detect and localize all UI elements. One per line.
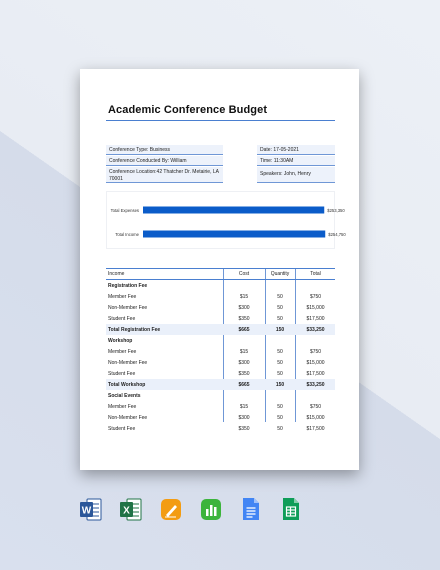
table-cell: 50 <box>277 316 283 322</box>
svg-text:X: X <box>123 505 130 517</box>
info-location: Conference Location:42 Thatcher Dr. Metairie, LA 70001 <box>106 167 223 183</box>
document-title: Academic Conference Budget <box>108 104 268 116</box>
table-row <box>106 346 335 357</box>
table-cell: $17,500 <box>306 426 325 432</box>
numbers-icon[interactable] <box>200 497 222 522</box>
table-row <box>106 423 335 434</box>
budget-table <box>106 268 335 434</box>
table-cell: $15,000 <box>306 415 325 421</box>
chart-value-label: $253,350 <box>327 207 345 213</box>
table-cell: $750 <box>309 294 322 300</box>
table-cell: Member Fee <box>108 349 137 355</box>
chart-canvas <box>107 192 346 250</box>
header-income: Income <box>108 271 125 277</box>
info-date: Date: 17-05-2021 <box>257 145 335 155</box>
section-heading-row <box>106 280 335 291</box>
table-cell: $15 <box>239 349 249 355</box>
table-cell: Member Fee <box>108 294 137 300</box>
chart-bar <box>143 207 324 214</box>
table-cell: $350 <box>238 371 250 377</box>
income-expense-chart <box>106 191 346 249</box>
table-cell: $350 <box>238 426 250 432</box>
table-cell: Member Fee <box>108 404 137 410</box>
table-row <box>106 302 335 313</box>
info-conference-type: Conference Type: Business <box>106 145 223 155</box>
table-row <box>106 357 335 368</box>
google-docs-icon[interactable] <box>240 497 262 522</box>
table-cell: Student Fee <box>108 316 136 322</box>
table-cell: Non-Member Fee <box>108 360 148 366</box>
table-cell: 50 <box>277 404 283 410</box>
header-quantity: Quantity <box>270 271 290 277</box>
section-heading-row <box>106 390 335 401</box>
total-cell: $33,250 <box>306 327 325 333</box>
info-speakers: Speakers: John, Henry <box>257 167 335 183</box>
google-sheets-icon[interactable] <box>280 497 302 522</box>
title-underline <box>106 120 335 121</box>
table-cell: $15,000 <box>306 305 325 311</box>
table-cell: 50 <box>277 426 283 432</box>
table-cell: $300 <box>238 360 250 366</box>
section-name: Workshop <box>108 338 133 344</box>
pages-icon[interactable] <box>160 497 182 522</box>
table-row <box>106 291 335 302</box>
file-format-icons <box>0 497 440 523</box>
table-cell: Non-Member Fee <box>108 305 148 311</box>
table-cell: Non-Member Fee <box>108 415 148 421</box>
table-row <box>106 368 335 379</box>
header-total: Total <box>310 271 321 277</box>
table-row <box>106 401 335 412</box>
chart-category-label: Total Expenses <box>110 207 139 213</box>
table-cell: 50 <box>277 349 283 355</box>
total-cell: Total Registration Fee <box>108 327 161 333</box>
excel-icon[interactable] <box>120 497 142 522</box>
section-name: Social Events <box>108 393 141 399</box>
table-cell: 50 <box>277 305 283 311</box>
table-cell: $300 <box>238 415 250 421</box>
section-name: Registration Fee <box>108 283 148 289</box>
table-cell: $300 <box>238 305 250 311</box>
table-cell: $750 <box>309 404 322 410</box>
document-page <box>80 69 359 470</box>
chart-value-label: $254,750 <box>328 231 346 237</box>
table-cell: $17,500 <box>306 316 325 322</box>
info-time: Time: 11:30AM <box>257 156 335 166</box>
svg-text:W: W <box>81 505 92 517</box>
total-cell: 150 <box>275 327 285 333</box>
table-cell: Student Fee <box>108 426 136 432</box>
header-cost: Cost <box>238 271 250 277</box>
total-cell: $33,250 <box>306 382 325 388</box>
table-cell: $15,000 <box>306 360 325 366</box>
table-cell: $17,500 <box>306 371 325 377</box>
chart-category-label: Total Income <box>115 231 139 237</box>
word-icon[interactable] <box>80 497 102 522</box>
table-cell: $15 <box>239 294 249 300</box>
table-cell: 50 <box>277 415 283 421</box>
total-row <box>106 379 335 390</box>
table-row <box>106 412 335 423</box>
total-cell: $665 <box>238 327 250 333</box>
table-cell: 50 <box>277 360 283 366</box>
table-cell: $350 <box>238 316 250 322</box>
table-cell: 50 <box>277 294 283 300</box>
table-header-row <box>106 268 335 280</box>
table-cell: Student Fee <box>108 371 136 377</box>
table-cell: 50 <box>277 371 283 377</box>
chart-bar <box>143 231 325 238</box>
total-cell: 150 <box>275 382 285 388</box>
section-heading-row <box>106 335 335 346</box>
total-cell: $665 <box>238 382 250 388</box>
table-row <box>106 313 335 324</box>
info-conducted-by: Conference Conducted By: William <box>106 156 223 166</box>
table-cell: $750 <box>309 349 322 355</box>
total-cell: Total Workshop <box>108 382 146 388</box>
total-row <box>106 324 335 335</box>
table-cell: $15 <box>239 404 249 410</box>
